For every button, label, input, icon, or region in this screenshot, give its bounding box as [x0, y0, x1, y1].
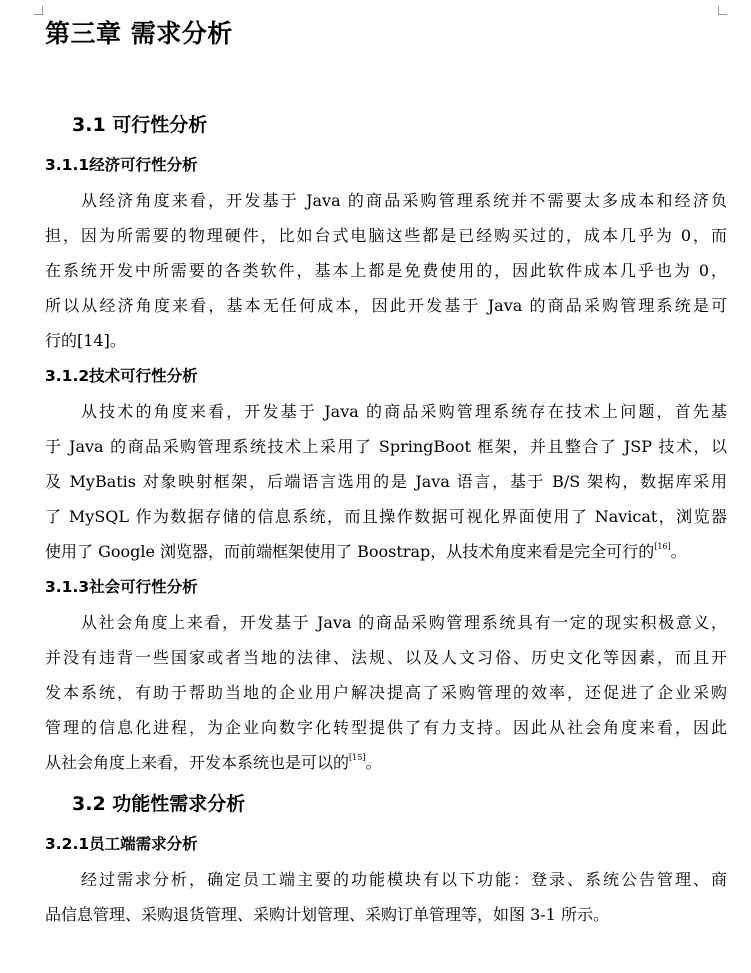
- paragraph-line: 并没有违背一些国家或者当地的法律、法规、以及人文习俗、历史文化等因素，而且开: [45, 648, 727, 667]
- paragraph-employee-requirements: [45, 862, 727, 932]
- paragraph-line: 经过需求分析，确定员工端主要的功能模块有以下功能：登录、系统公告管理、商: [81, 870, 727, 889]
- paragraph-line: 品信息管理、采购退货管理、采购计划管理、采购订单管理等，如图 3-1 所示。: [45, 905, 609, 924]
- paragraph-line-with-citation: [45, 534, 727, 569]
- paragraph-line-text: 使用了 Google 浏览器，而前端框架使用了 Boostrap，从技术角度来看是完全可行的: [45, 542, 655, 561]
- paragraph-line: 发本系统，有助于帮助当地的企业用户解决提高了采购管理的效率，还促进了企业采购: [45, 683, 727, 702]
- page-corner-mark-left: [34, 6, 43, 15]
- paragraph-line: 担，因为所需要的物理硬件，比如台式电脑这些都是已经购买过的，成本几乎为 0，而: [45, 226, 727, 245]
- subsection-heading-3-1-3: 3.1.3社会可行性分析: [45, 578, 198, 596]
- subsection-heading-3-1-1: 3.1.1经济可行性分析: [45, 156, 198, 174]
- paragraph-line: 管理的信息化进程，为企业向数字化转型提供了有力支持。因此从社会角度来看，因此: [45, 718, 727, 737]
- paragraph-social-feasibility: [45, 605, 727, 780]
- paragraph-line: 在系统开发中所需要的各类软件，基本上都是免费使用的，因此软件成本几乎也为 0，: [45, 261, 727, 280]
- paragraph-line: 了 MySQL 作为数据存储的信息系统，而且操作数据可视化界面使用了 Navicat，浏览器: [45, 507, 727, 526]
- section-heading-3-2: 3.2 功能性需求分析: [72, 793, 246, 815]
- paragraph-line: 于 Java 的商品采购管理系统技术上采用了 SpringBoot 框架，并且整合了 JSP 技术，以: [45, 437, 727, 456]
- chapter-title: 第三章 需求分析: [45, 19, 233, 48]
- paragraph-technical-feasibility: [45, 394, 727, 569]
- subsection-heading-3-1-2: 3.1.2技术可行性分析: [45, 367, 198, 385]
- paragraph-line: 从技术的角度来看，开发基于 Java 的商品采购管理系统存在技术上问题，首先基: [81, 402, 727, 421]
- subsection-heading-3-2-1: 3.2.1员工端需求分析: [45, 835, 198, 853]
- citation-marker: [15]: [349, 753, 366, 762]
- sentence-end: 。: [670, 542, 687, 561]
- section-heading-3-1: 3.1 可行性分析: [72, 114, 208, 136]
- paragraph-line: 从经济角度来看，开发基于 Java 的商品采购管理系统并不需要太多成本和经济负: [81, 191, 727, 210]
- sentence-end: 。: [365, 753, 382, 772]
- paragraph-line: 行的[14]。: [45, 331, 126, 350]
- paragraph-line: 从社会角度上来看，开发基于 Java 的商品采购管理系统具有一定的现实积极意义，: [81, 613, 727, 632]
- citation-marker: [16]: [654, 542, 671, 551]
- paragraph-line-with-citation: [45, 745, 727, 780]
- paragraph-line-text: 从社会角度上来看，开发本系统也是可以的: [45, 753, 350, 772]
- page-corner-mark-right: [718, 6, 727, 15]
- paragraph-line: 所以从经济角度来看，基本无任何成本，因此开发基于 Java 的商品采购管理系统是可: [45, 296, 727, 315]
- paragraph-economic-feasibility: [45, 183, 727, 358]
- paragraph-line: 及 MyBatis 对象映射框架，后端语言选用的是 Java 语言，基于 B/S 架构，数据库采用: [45, 472, 727, 491]
